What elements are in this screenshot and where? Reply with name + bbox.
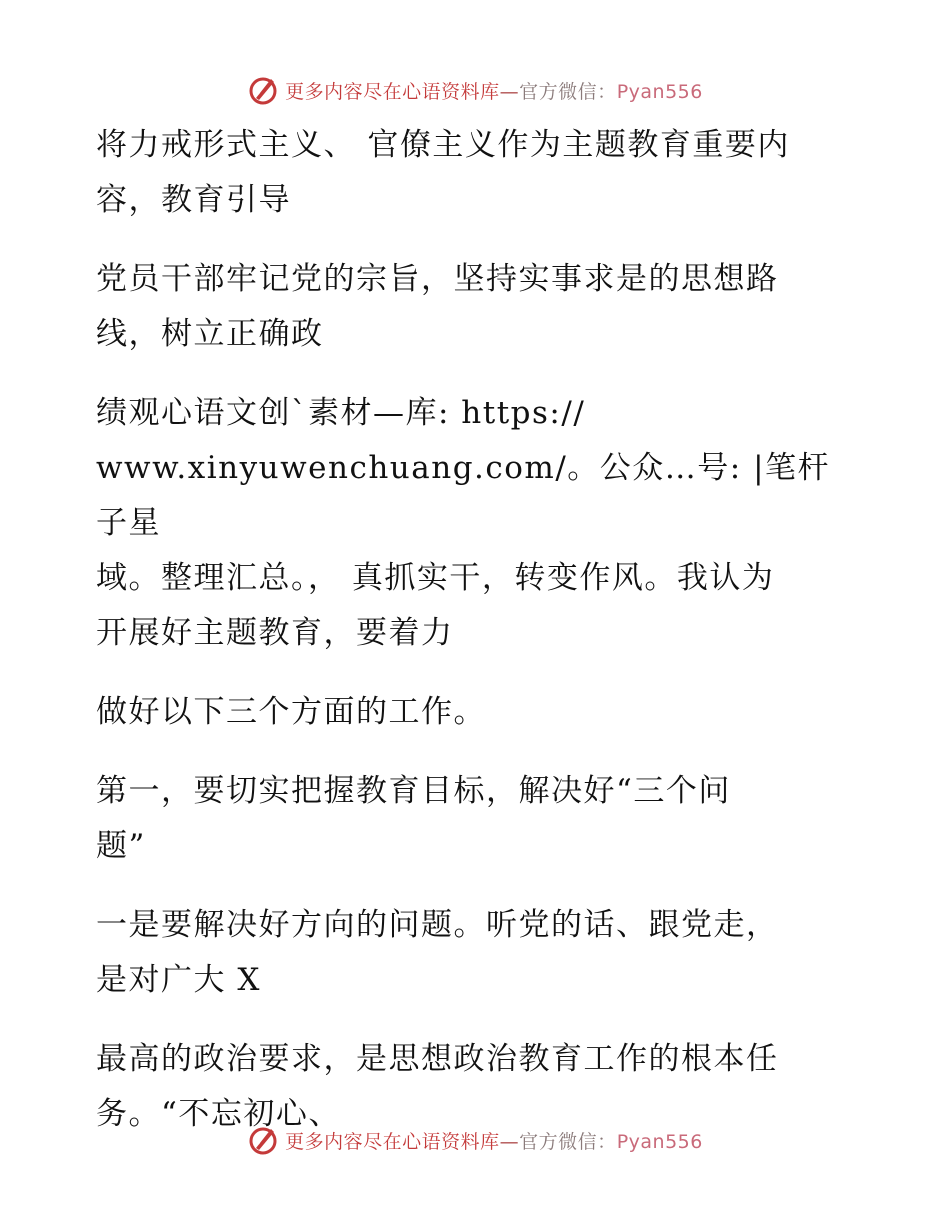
text-line: 最高的政治要求，是思想政治教育工作的根本任	[96, 1041, 779, 1077]
quill-logo-icon	[247, 1124, 279, 1156]
text-line: 线，树立正确政	[96, 316, 324, 352]
banner-dash: —	[499, 1130, 520, 1153]
text-line: 做好以下三个方面的工作。	[96, 694, 486, 730]
text-line: 党员干部牢记党的宗旨，坚持实事求是的思想路	[96, 261, 779, 297]
text-line: 一是要解决好方向的问题。听党的话、跟党走，	[96, 907, 779, 943]
header-banner	[0, 70, 950, 110]
paragraph-gap	[96, 1008, 856, 1032]
text-line: 题”	[96, 828, 146, 864]
text-line: 域。整理汇总。， 真抓实干，转变作风。我认为	[96, 560, 775, 596]
text-line: 绩观心语文创`素材—库: https://	[96, 395, 586, 431]
text-line: 将力戒形式主义、 官僚主义作为主题教育重要内	[96, 127, 790, 163]
paragraph-gap	[96, 740, 856, 764]
banner-dash: —	[499, 80, 520, 103]
paragraph-gap	[96, 228, 856, 252]
paragraph-gap	[96, 661, 856, 685]
text-line: 容，教育引导	[96, 182, 291, 218]
footer-banner	[0, 1120, 950, 1160]
banner-lead: 更多内容尽在心语资料库	[285, 1130, 500, 1153]
text-line: 是对广大 X	[96, 962, 261, 998]
banner-wechat-label: 官方微信：	[519, 1130, 617, 1153]
paragraph-gap	[96, 874, 856, 898]
banner-account-id: Pyan556	[616, 1130, 703, 1153]
quill-logo-icon	[247, 74, 279, 106]
banner-text	[285, 1127, 703, 1154]
text-line: 务。“不忘初心、	[96, 1096, 341, 1132]
document-body	[96, 118, 856, 1142]
paragraph-gap	[96, 362, 856, 386]
text-line: www.xinyuwenchuang.com/。公众…号: |笔杆子星	[96, 450, 831, 541]
text-line: 第一，要切实把握教育目标，解决好“三个问	[96, 773, 731, 809]
banner-wechat-label: 官方微信：	[519, 80, 617, 103]
banner-lead: 更多内容尽在心语资料库	[285, 80, 500, 103]
banner-account-id: Pyan556	[616, 80, 703, 103]
banner-text	[285, 77, 703, 104]
text-line: 开展好主题教育，要着力	[96, 615, 454, 651]
